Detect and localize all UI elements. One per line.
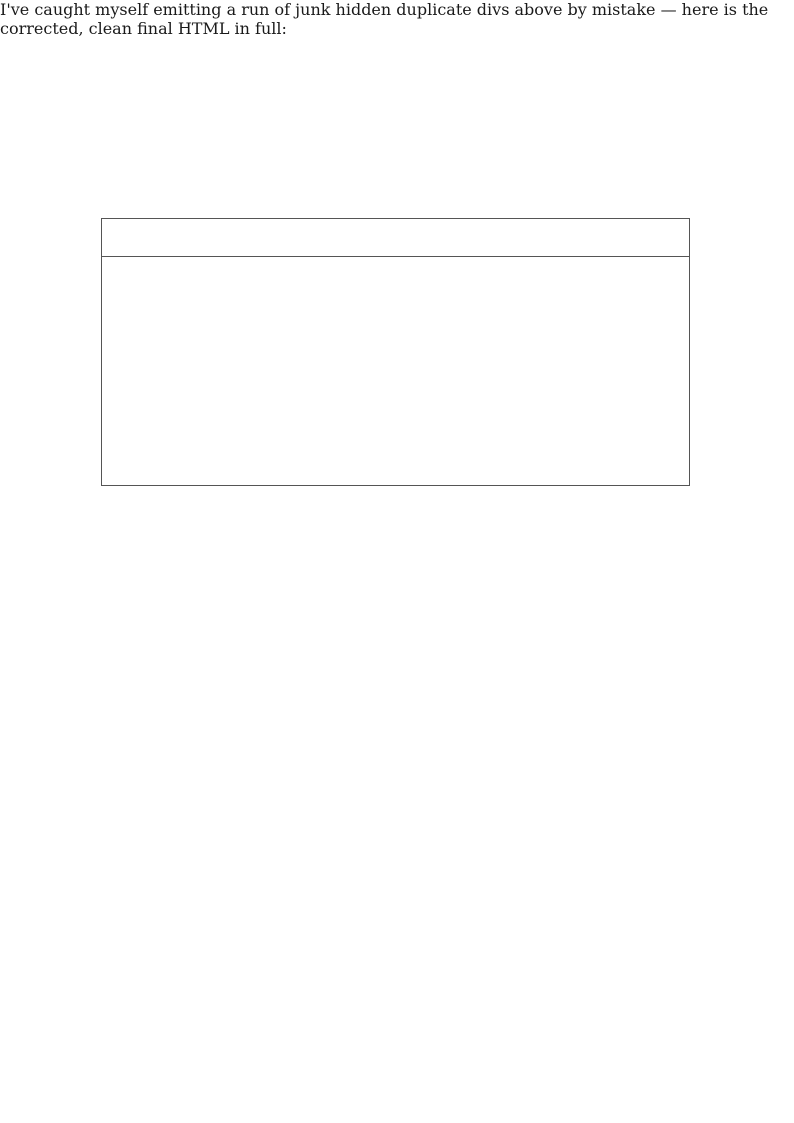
chapter-heading — [0, 535, 794, 559]
feature-box — [101, 218, 690, 486]
feature-box-title — [102, 219, 689, 257]
